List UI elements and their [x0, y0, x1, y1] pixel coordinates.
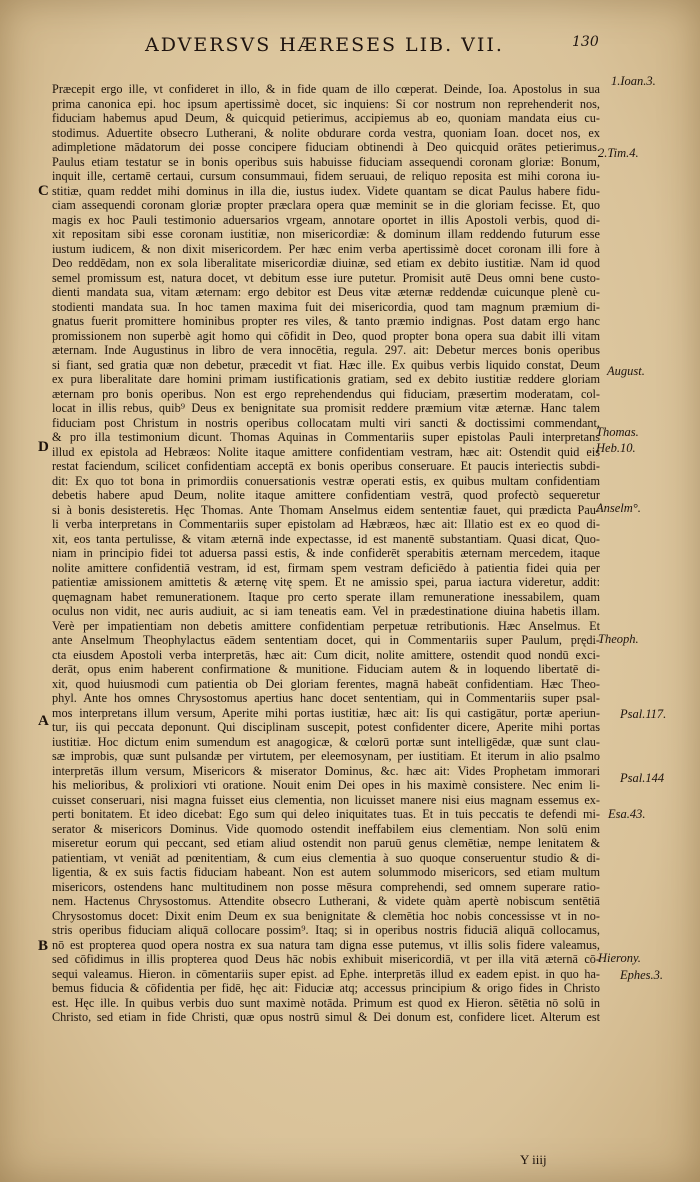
margin-note: Heb.10.	[596, 441, 636, 455]
text-line: sequi valeamus. Hieron. in cōmentariis super epist. ad Ephe. interpretās illud ex eadem epist. in quo ha-	[52, 966, 600, 981]
margin-note: Anselm°.	[596, 501, 641, 515]
text-line: iustum iudicem, & non dixit misericordem. Per hæc enim verba apertissimè docet coronam illi fore à	[52, 241, 600, 256]
text-line: phyl. Ante hos omnes Chrysostomus apertius hanc docet sententiam, qui in Commentariis super psal-	[52, 691, 600, 705]
text-line: tur, iis qui peccata deponunt. Qui disciplinam suscepit, potest confidenter dicere, Aperite mihi portas	[52, 720, 600, 734]
margin-note: Esa.43.	[608, 807, 646, 821]
text-line: promissionem non superbè agit homo qui cōfidit in Deo, quod propter bona opera sua dabit illi vitam	[52, 328, 600, 343]
margin-note: August.	[607, 364, 645, 378]
text-line: cta eiusdem Apostoli verba interpretās, hæc ait: Cum dicit, nolite amittere, ostendit quod nondū exci-	[52, 647, 600, 662]
text-line: misericors, ostendens hanc multitudinem non posse mēsura comprehendi, sed omnem superare ratio-	[52, 879, 600, 894]
text-line: his melioribus, & prolixiori vti oratione. Nouit enim Dei opes in his maximè consistere. Nec enim li-	[52, 778, 600, 792]
text-line: magis ex hoc Pauli testimonio aduersarios vrgeam, annotare oportet in illis Apostoli verbis, quod di-	[52, 212, 600, 227]
text-line: derāt, opus enim haberent confirmatione & munitione. Fiduciam autem & in loquendo libertatē di-	[52, 662, 600, 676]
margin-note: Psal.117.	[620, 707, 667, 721]
text-line: ante Anselmum Theophylactus eādem sententiam docet, qui in Commentariis super Paulum, prędi-	[52, 633, 600, 647]
text-line: ex pura liberalitate dare homini primam iustificationis gratiam, sed ex debito iustitiæ reddere gloriam	[52, 372, 600, 386]
text-line: gnatus fuerit promittere hominibus propter res viles, & tanto præmio indignas. Post datam ergo hanc	[52, 314, 600, 328]
text-line: xit, quod huiusmodi cum patientia ob Dei gloriam ferentes, magnā habeāt confidentiam. Hæc Theo-	[52, 676, 600, 691]
text-line: Deo reddēdam, non ex sola liberalitate misericordiæ diuinæ, sed etiam ex debito iustitiæ. Nam id quod	[52, 256, 600, 270]
section-letter: D	[38, 439, 49, 455]
text-line: sæ improbis, quæ sunt pulsandæ per virtutem, per eleemosynam, per iustitiam. Et iterum in alio psalmo	[52, 749, 600, 763]
text-line: ligentia, & ex suis factis fiduciam habeant. Non est autem solummodo misericors, sed etiam multum	[52, 865, 600, 879]
text-line: locat in illis rebus, quib⁹ Deus ex benignitate sua promisit reddere præmium vitæ æternæ. Hanc talem	[52, 401, 600, 415]
text-line: dienti mandata sua, vitam æternam: ergo debitor est Deus vitæ æternæ reddendæ cuicunque plenè cu-	[52, 285, 600, 299]
text-line: Paulus etiam testatur se in bonis operibus suis habuisse fiduciam assequendi coronam gloriæ: Bonum,	[52, 154, 600, 169]
text-line: serator & misericors Dominus. Vide quomodo ostendit ineffabilem eius clementiam. Non solū enim	[52, 821, 600, 836]
text-line: miseretur eorum qui peccant, sed etiam aliud ostendit non paruū genus clemētiæ, nempe lenitatem &	[52, 836, 600, 850]
text-line: stitiæ, quam reddet mihi dominus in illa die, iustus iudex. Videte quantam se dicat Paulus habere fidu-	[52, 183, 600, 198]
text-line: si fiant, sed gratia quæ non debetur, præcedit vt fiat. Hæc ille. Ex quibus verbis liquido constat, Deum	[52, 357, 600, 372]
text-line: æternam pro bonis operibus. Non est ergo reprehendendus qui fiduciam, præsertim moderatam, col-	[52, 386, 600, 401]
text-line: cuisset conseruari, nisi magna fuisset eius clementia, non licuisset manere nisi eius magnam essemus ex-	[52, 792, 600, 807]
text-line: perti bonitatem. Et ideo dicebat: Ego sum qui deleo iniquitates tuas. Et in tuis peccatis te defendi mi-	[52, 807, 600, 821]
text-line: fiduciam post Christum in nostris operibus collocatam multi viri sancti & doctissimi commendant,	[52, 415, 600, 430]
text-line: quęmagnam habet remunerationem. Itaque pro certo sperate illam remuneratione inessabilem, quam	[52, 589, 600, 604]
text-line: iustitiæ. Hoc dictum enim sumendum est anagogicæ, & cœlorū portæ sunt intelligēdæ, quæ sunt clau-	[52, 734, 600, 749]
page-header	[0, 34, 700, 74]
margin-note: Thomas.	[596, 425, 639, 439]
text-line: stodimus. Aduertite obsecro Lutherani, & nolite obdurare corda vestra, quoniam Ioan. docet nos, ex	[52, 125, 600, 140]
folio-number: 130	[572, 34, 599, 50]
margin-note: Ephes.3.	[620, 968, 664, 982]
text-line: interpretās illum versum, Misericors & miserator Dominus, &c. hæc ait: Vides Prophetam immorari	[52, 763, 600, 778]
text-line: dit: Ex quo tot bona in primordiis conuersationis vestræ operati estis, ex quibus multam confidentiam	[52, 473, 600, 488]
margin-note: 1.Ioan.3.	[611, 74, 656, 88]
text-line: oculus non vidit, nec auris audiuit, ac si iam teneatis eam. Vel in prædestinatione diuina habetis illam.	[52, 604, 600, 618]
text-line: mos interpretans illum versum, Aperite mihi portas iustitiæ, hæc ait: Iis qui castigātur, portæ aperiun-	[52, 705, 600, 720]
text-line: æternam. Inde Augustinus in libro de vera innocētia, regula. 297. ait: Debetur merces bonis operibus	[52, 343, 600, 357]
main-text-column	[52, 82, 600, 1025]
text-line: Præcepit ergo ille, vt confideret in illo, & in fide quam de illo cœperat. Deinde, Ioa. Apostolus in sua	[52, 82, 600, 96]
text-line: illud ex epistola ad Hebræos: Nolite itaque amittere confidentiam vestram, hæc ait: Ostendit quid eis	[52, 444, 600, 459]
text-line: patientiæ amissionem amittetis & æternę vitę spem. Et ne amissio spei, parua iactura videretur, addit:	[52, 575, 600, 589]
text-line: restat faciendum, scilicet confidentiam acceptā ex bonis operibus conseruare. Et paucis interiectis subdi-	[52, 459, 600, 473]
text-line: ciam assequendi coronam gloriæ propter præclara opera quæ meminit se in die gloriam fecisse. Et, quo	[52, 198, 600, 212]
section-letter: B	[38, 938, 49, 954]
text-line: adimpletione mādatorum dei posse concipere fiduciam obtinendi à Deo quicquid orātes petierimus.	[52, 140, 600, 154]
margin-note: Theoph.	[598, 632, 639, 646]
text-line: debetis habere apud Deum, nolite itaque amittere confidentiam vestrā, quod profectò sequeretur	[52, 488, 600, 502]
section-letter: A	[38, 713, 49, 729]
text-line: nem. Hactenus Chrysostomus. Attendite obsecro Lutherani, & videte quàm apertè nobiscum sentētiā	[52, 894, 600, 908]
margin-note: Psal.144	[620, 771, 665, 785]
section-letter: C	[38, 183, 49, 199]
text-line: est. Hęc ille. In quibus verbis duo sunt maximè notāda. Primum est quod ex Hieron. sētētia nō solū in	[52, 995, 600, 1010]
text-line: bemus fiducia & cōfidentia per fidē, hęc ait: Fiduciæ atq; accessus principium & origo fides in Christo	[52, 981, 600, 995]
text-line: xit, eos tanta pertulisse, & vitam æternā inde expectasse, id est manentē substantiam. Quasi dicat, Quo-	[52, 531, 600, 546]
text-line: semel promissum est, natura docet, vt debitum esse iure putetur. Promisit autē Deus omni bene custo-	[52, 270, 600, 285]
text-line: Christo, sed etiam in fide Christi, quæ opus nostrū simul & Dei donum est, confidere licet. Alterum est	[52, 1010, 600, 1024]
margin-note: 2.Tim.4.	[598, 146, 639, 160]
text-line: nolite amittere confidentiā vestram, id est, firmam spem vestram deficiēdo à patientia fidei quia per	[52, 560, 600, 575]
text-line: sed cōfidimus in illis propterea quod Deus hāc nobis exhibuit misericordiā, vt per illa vitā æternā cō-	[52, 952, 600, 966]
text-line: niam in principio fidei tot aduersa passi estis, & inde confiderēt sperabitis æternam mercedem, itaque	[52, 546, 600, 560]
text-line: xit repositam sibi esse coronam iustitiæ, non misericordiæ: & dominum illam reddendo futurum esse	[52, 227, 600, 241]
text-line: Verè per impatientiam non debetis amittere confidentiam perpetuæ retributionis. Hæc Anselmus. Et	[52, 618, 600, 633]
text-line: si à bonis desisteretis. Hęc Thomas. Ante Thomam Anselmus eidem sententiæ fauet, qui prædicta Pau-	[52, 502, 600, 517]
text-line: fiduciam habemus apud Deum, & quicquid petierimus, accipiemus ab eo, quoniam mandata eius cu-	[52, 111, 600, 125]
text-line: li verba interpretans in Commentariis super epistolam ad Hæbræos, hæc ait: Illatio est ex eo quod di-	[52, 517, 600, 531]
text-line: nō est propterea quod opera nostra ex sua natura tam digna esse putemus, vt illis solis fidere valeamus,	[52, 937, 600, 952]
text-line: & pro illa testimonium dicunt. Thomas Aquinas in Commentariis super epistolas Pauli interpretans	[52, 430, 600, 444]
text-line: patientiam, vt veniāt ad pœnitentiam, & cum eius clementia à suo quoque conseruentur studio & di-	[52, 850, 600, 865]
signature-mark: Y iiij	[520, 1152, 547, 1167]
text-line: inquit ille, certamē certaui, cursum consummaui, fidem seruaui, de reliquo reposita est mihi corona iu-	[52, 169, 600, 183]
text-line: stodienti mandata sua. In hoc tamen maxima fuit dei misericordia, quod tam magnum præmium di-	[52, 299, 600, 314]
margin-note: Hierony.	[598, 951, 641, 965]
text-line: Chrysostomus docet: Dixit enim Deum ex sua benignitate & clemētia hoc nobis concessisse vt in no-	[52, 908, 600, 923]
text-line: stris operibus fiduciam aliquā collocare possim⁹. Itaq; si in operibus nostris fiduciā aliquā collocamus,	[52, 923, 600, 937]
running-head: ADVERSVS HÆRESES LIB. VII.	[145, 34, 504, 56]
text-line: prima canonica epi. hoc ipsum apertissimè docet, sic inquiens: Si cor nostrum non reprehenderit nos,	[52, 96, 600, 111]
